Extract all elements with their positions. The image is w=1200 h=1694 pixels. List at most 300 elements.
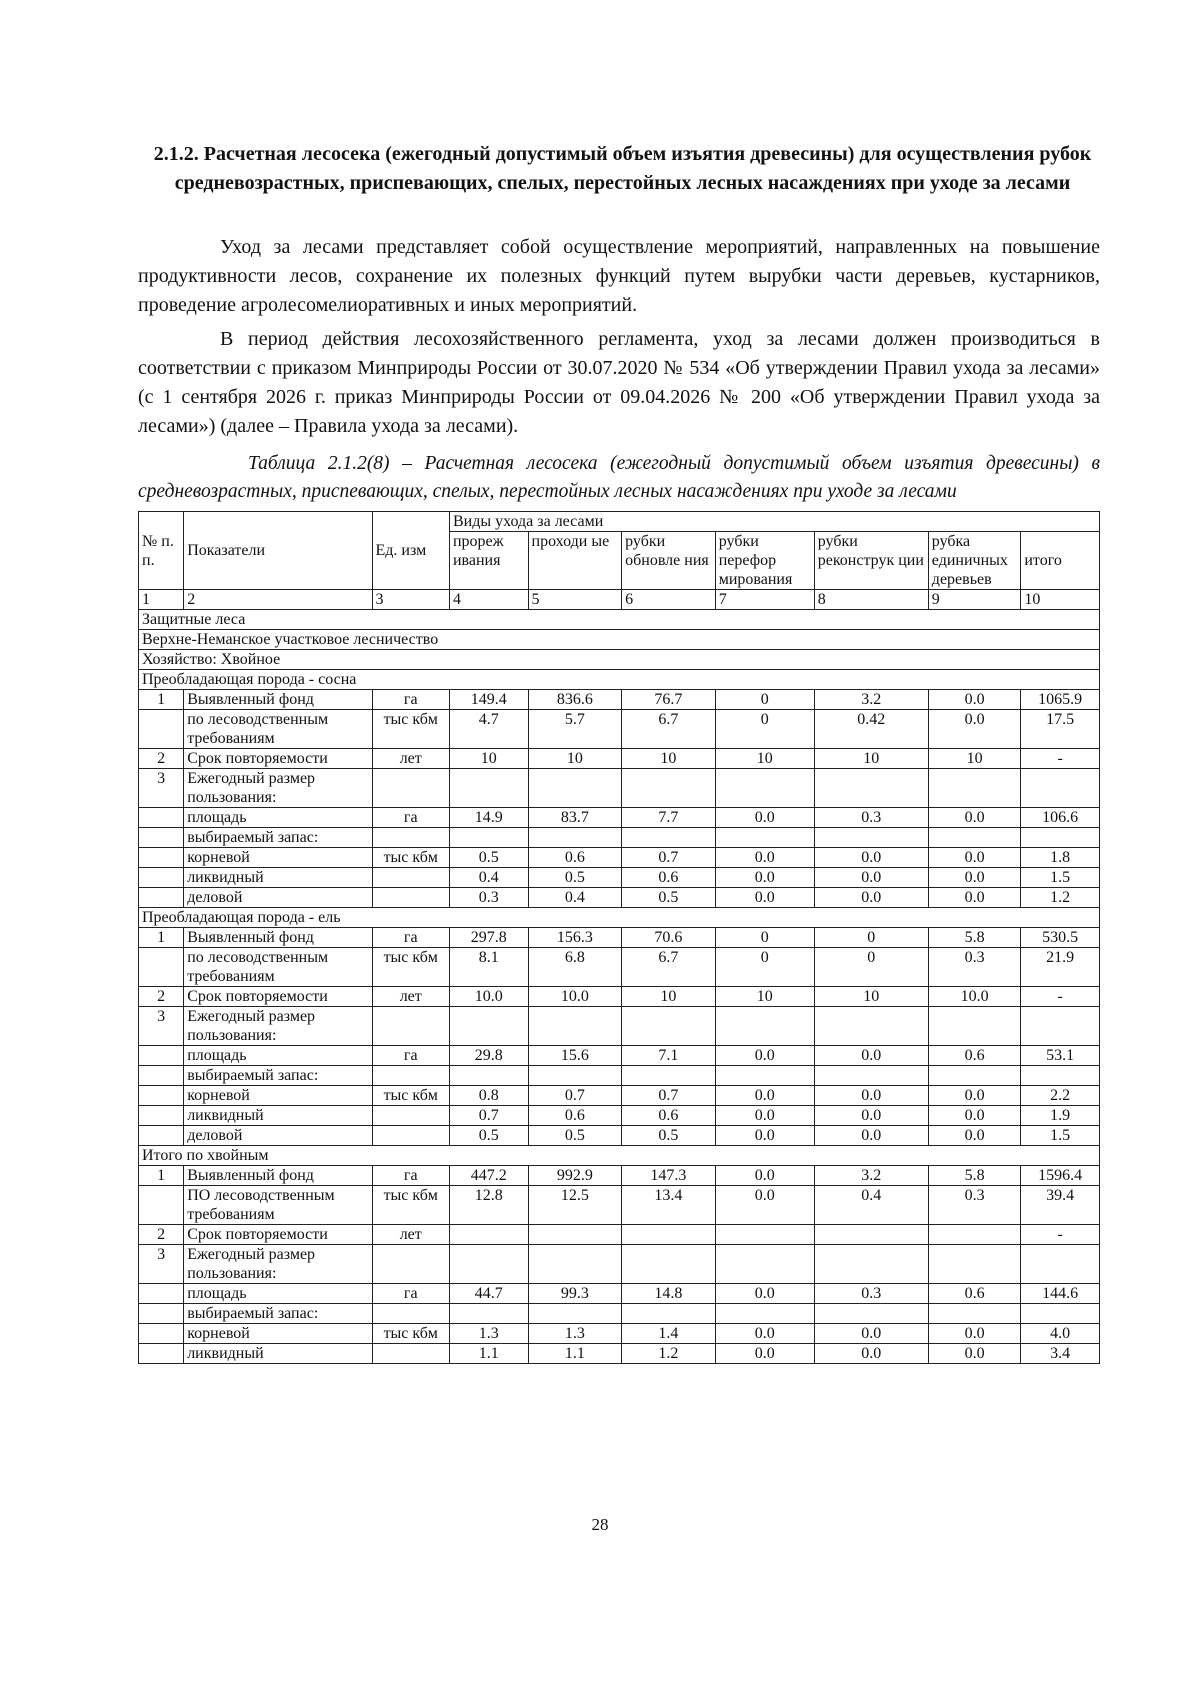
value-cell: 0.3	[449, 888, 528, 908]
value-cell: 0.6	[928, 1046, 1021, 1066]
row-unit	[372, 1106, 449, 1126]
row-number: 3	[139, 1245, 184, 1284]
row-number: 1	[139, 690, 184, 710]
row-number	[139, 1046, 184, 1066]
row-number	[139, 1126, 184, 1146]
value-cell: 0.0	[715, 808, 814, 828]
value-cell: 1.5	[1021, 1126, 1100, 1146]
table-body	[139, 610, 1100, 1364]
row-unit: га	[372, 1166, 449, 1186]
value-cell: 3.4	[1021, 1344, 1100, 1364]
row-number	[139, 948, 184, 987]
header-group: Виды ухода за лесами	[449, 512, 1099, 532]
value-cell: 0.0	[928, 1324, 1021, 1344]
table-row	[139, 1245, 1100, 1284]
table-section-row	[139, 670, 1100, 690]
value-cell: 99.3	[528, 1284, 622, 1304]
value-cell	[528, 1304, 622, 1324]
row-label: площадь	[184, 808, 372, 828]
value-cell	[928, 1066, 1021, 1086]
table-section-row	[139, 908, 1100, 928]
value-cell	[814, 1007, 928, 1046]
row-number	[139, 868, 184, 888]
value-cell	[715, 828, 814, 848]
table-column-numbers	[139, 590, 1100, 610]
value-cell: 147.3	[622, 1166, 716, 1186]
table-row	[139, 1066, 1100, 1086]
value-cell: 3.2	[814, 1166, 928, 1186]
value-cell: 0.0	[814, 848, 928, 868]
value-cell	[715, 1007, 814, 1046]
section-title: Преобладающая порода - ель	[139, 908, 1100, 928]
table-row	[139, 710, 1100, 749]
value-cell: 3.2	[814, 690, 928, 710]
value-cell	[814, 1304, 928, 1324]
table-row	[139, 749, 1100, 769]
value-cell	[928, 1007, 1021, 1046]
row-label: Срок повторяемости	[184, 1225, 372, 1245]
value-cell	[449, 769, 528, 808]
value-cell: 0.42	[814, 710, 928, 749]
table-row	[139, 868, 1100, 888]
value-cell: 0.0	[814, 1086, 928, 1106]
row-label: ПО лесоводственным требованиям	[184, 1186, 372, 1225]
colnum-cell: 7	[715, 590, 814, 610]
value-cell	[1021, 769, 1100, 808]
value-cell: 10	[622, 987, 716, 1007]
row-unit	[372, 1304, 449, 1324]
row-label: выбираемый запас:	[184, 828, 372, 848]
value-cell: 1.4	[622, 1324, 716, 1344]
value-cell: 5.8	[928, 1166, 1021, 1186]
value-cell: 1.3	[449, 1324, 528, 1344]
value-cell: 14.9	[449, 808, 528, 828]
table-row	[139, 1086, 1100, 1106]
value-cell: 0.0	[928, 1086, 1021, 1106]
value-cell	[1021, 1007, 1100, 1046]
value-cell	[715, 1304, 814, 1324]
value-cell: 144.6	[1021, 1284, 1100, 1304]
value-cell: 0.7	[528, 1086, 622, 1106]
table-row	[139, 1007, 1100, 1046]
row-label: корневой	[184, 1086, 372, 1106]
table-row	[139, 828, 1100, 848]
row-unit: лет	[372, 749, 449, 769]
row-label: ликвидный	[184, 1344, 372, 1364]
value-cell	[814, 1245, 928, 1284]
value-cell: 10	[715, 749, 814, 769]
value-cell: 0.0	[814, 1126, 928, 1146]
section-title: Преобладающая порода - сосна	[139, 670, 1100, 690]
value-cell: 1.5	[1021, 868, 1100, 888]
value-cell: 10	[814, 987, 928, 1007]
value-cell: 0.0	[928, 1106, 1021, 1126]
row-label: корневой	[184, 848, 372, 868]
value-cell: 6.7	[622, 948, 716, 987]
value-cell: 10	[715, 987, 814, 1007]
value-cell: 1.3	[528, 1324, 622, 1344]
value-cell: 0.0	[928, 710, 1021, 749]
header-unit: Ед. изм	[372, 512, 449, 590]
value-cell: 1.2	[622, 1344, 716, 1364]
value-cell	[528, 1007, 622, 1046]
value-cell: 12.5	[528, 1186, 622, 1225]
value-cell	[528, 769, 622, 808]
value-cell: 5.8	[928, 928, 1021, 948]
table-section-row	[139, 1146, 1100, 1166]
row-number	[139, 1186, 184, 1225]
row-unit: тыс кбм	[372, 948, 449, 987]
value-cell: 0.7	[622, 1086, 716, 1106]
value-cell: 53.1	[1021, 1046, 1100, 1066]
value-cell: 6.8	[528, 948, 622, 987]
value-cell: 7.1	[622, 1046, 716, 1066]
row-number: 2	[139, 749, 184, 769]
value-cell: 0.0	[715, 868, 814, 888]
table-row	[139, 1324, 1100, 1344]
table-row	[139, 987, 1100, 1007]
paragraph-1: Уход за лесами представляет собой осуществление мероприятий, направленных на повышение продуктивности лесов, сохранение их полезных функций путем вырубки части деревьев, кустарников, проведение агролесомелиоративных и иных мероприятий.	[138, 236, 1100, 316]
section-heading: 2.1.2. Расчетная лесосека (ежегодный допустимый объем изъятия древесины) для осуществления рубок средневозрастных, приспевающих, спелых, перестойных лесных насаждениях при уходе за лесами	[153, 143, 1092, 194]
row-label: площадь	[184, 1284, 372, 1304]
row-number: 3	[139, 769, 184, 808]
value-cell: 0.6	[928, 1284, 1021, 1304]
value-cell: 4.7	[449, 710, 528, 749]
row-number: 2	[139, 987, 184, 1007]
value-cell: 0.3	[814, 808, 928, 828]
row-label: выбираемый запас:	[184, 1066, 372, 1086]
value-cell: 530.5	[1021, 928, 1100, 948]
colnum-cell: 8	[814, 590, 928, 610]
value-cell	[1021, 1245, 1100, 1284]
value-cell: 0.8	[449, 1086, 528, 1106]
value-cell: 836.6	[528, 690, 622, 710]
value-cell: 0.0	[928, 690, 1021, 710]
value-cell: 0	[715, 690, 814, 710]
value-cell: 0.0	[814, 1324, 928, 1344]
value-cell	[622, 1245, 716, 1284]
colnum-cell: 10	[1021, 590, 1100, 610]
row-unit: тыс кбм	[372, 1324, 449, 1344]
value-cell: 0.0	[715, 1284, 814, 1304]
value-cell: 0.6	[622, 868, 716, 888]
value-cell: 1596.4	[1021, 1166, 1100, 1186]
value-cell	[528, 1225, 622, 1245]
value-cell: 8.1	[449, 948, 528, 987]
colnum-cell: 6	[622, 590, 716, 610]
row-unit: га	[372, 1284, 449, 1304]
value-cell: 2.2	[1021, 1086, 1100, 1106]
table-row	[139, 1046, 1100, 1066]
value-cell	[715, 1225, 814, 1245]
row-label: Выявленный фонд	[184, 928, 372, 948]
value-cell: 0.0	[928, 848, 1021, 868]
value-cell: 0.0	[715, 1166, 814, 1186]
value-cell: 0.0	[715, 1106, 814, 1126]
value-cell	[528, 828, 622, 848]
table-row	[139, 888, 1100, 908]
header-col10: итого	[1021, 532, 1100, 590]
value-cell	[622, 828, 716, 848]
row-number	[139, 1344, 184, 1364]
value-cell: 0.0	[715, 888, 814, 908]
row-number	[139, 888, 184, 908]
row-unit	[372, 1066, 449, 1086]
table-row	[139, 848, 1100, 868]
value-cell: -	[1021, 1225, 1100, 1245]
row-unit: тыс кбм	[372, 848, 449, 868]
value-cell	[814, 769, 928, 808]
value-cell	[1021, 1066, 1100, 1086]
table-row	[139, 769, 1100, 808]
row-number: 3	[139, 1007, 184, 1046]
value-cell: 297.8	[449, 928, 528, 948]
row-number	[139, 710, 184, 749]
value-cell: 0.5	[622, 888, 716, 908]
value-cell	[528, 1066, 622, 1086]
value-cell: 6.7	[622, 710, 716, 749]
table-header-row-1	[139, 512, 1100, 532]
table-row	[139, 690, 1100, 710]
colnum-cell: 1	[139, 590, 184, 610]
value-cell: 0.7	[449, 1106, 528, 1126]
value-cell	[814, 1225, 928, 1245]
value-cell	[449, 1066, 528, 1086]
row-number	[139, 1324, 184, 1344]
row-number	[139, 1106, 184, 1126]
row-unit: тыс кбм	[372, 1086, 449, 1106]
value-cell: 7.7	[622, 808, 716, 828]
value-cell: 0.0	[715, 1324, 814, 1344]
value-cell: 0.0	[928, 868, 1021, 888]
value-cell: -	[1021, 987, 1100, 1007]
value-cell	[715, 1066, 814, 1086]
value-cell: 44.7	[449, 1284, 528, 1304]
table-row	[139, 1126, 1100, 1146]
row-label: по лесоводственным требованиям	[184, 948, 372, 987]
value-cell: 15.6	[528, 1046, 622, 1066]
row-number	[139, 1304, 184, 1324]
value-cell: 0	[715, 948, 814, 987]
row-unit	[372, 828, 449, 848]
value-cell: 21.9	[1021, 948, 1100, 987]
colnum-cell: 4	[449, 590, 528, 610]
row-unit	[372, 888, 449, 908]
value-cell	[1021, 1304, 1100, 1324]
value-cell: 0.0	[814, 1046, 928, 1066]
value-cell: 0.0	[715, 1086, 814, 1106]
value-cell: 0.3	[928, 1186, 1021, 1225]
value-cell	[622, 1066, 716, 1086]
row-label: Ежегодный размер пользования:	[184, 1007, 372, 1046]
value-cell: 0.6	[528, 1106, 622, 1126]
value-cell: 0.5	[528, 868, 622, 888]
value-cell: 0.4	[528, 888, 622, 908]
section-title: Верхне-Неманское участковое лесничество	[139, 630, 1100, 650]
value-cell: 0.0	[928, 888, 1021, 908]
value-cell	[622, 1225, 716, 1245]
value-cell: 10	[814, 749, 928, 769]
section-title: Хозяйство: Хвойное	[139, 650, 1100, 670]
value-cell: 0	[814, 948, 928, 987]
row-number: 1	[139, 928, 184, 948]
value-cell	[622, 769, 716, 808]
value-cell	[814, 828, 928, 848]
value-cell: 0.0	[814, 1344, 928, 1364]
value-cell: 5.7	[528, 710, 622, 749]
section-title: Итого по хвойным	[139, 1146, 1100, 1166]
value-cell	[928, 1304, 1021, 1324]
value-cell	[928, 828, 1021, 848]
value-cell: 10	[928, 749, 1021, 769]
row-number	[139, 1284, 184, 1304]
value-cell: -	[1021, 749, 1100, 769]
row-unit: тыс кбм	[372, 1186, 449, 1225]
value-cell: 10.0	[449, 987, 528, 1007]
row-label: Срок повторяемости	[184, 749, 372, 769]
table-row	[139, 948, 1100, 987]
header-col8: рубки реконструк ции	[814, 532, 928, 590]
colnum-cell: 3	[372, 590, 449, 610]
row-unit	[372, 769, 449, 808]
table-row	[139, 1166, 1100, 1186]
value-cell: 447.2	[449, 1166, 528, 1186]
row-unit: тыс кбм	[372, 710, 449, 749]
row-label: Срок повторяемости	[184, 987, 372, 1007]
value-cell: 0.5	[449, 1126, 528, 1146]
value-cell	[528, 1245, 622, 1284]
table-caption: Таблица 2.1.2(8) – Расчетная лесосека (ежегодный допустимый объем изъятия древесины) в средневозрастных, приспевающих, спелых, перестойных лесных насаждениях при уходе за лесами	[138, 453, 1100, 502]
value-cell: 156.3	[528, 928, 622, 948]
value-cell: 0.7	[622, 848, 716, 868]
value-cell: 14.8	[622, 1284, 716, 1304]
row-label: деловой	[184, 1126, 372, 1146]
row-number: 1	[139, 1166, 184, 1186]
value-cell: 0.0	[715, 1186, 814, 1225]
value-cell: 0.3	[814, 1284, 928, 1304]
table-section-row	[139, 610, 1100, 630]
row-number	[139, 1066, 184, 1086]
header-col4: прореж ивания	[449, 532, 528, 590]
value-cell: 12.8	[449, 1186, 528, 1225]
header-col9: рубка единичных деревьев	[928, 532, 1021, 590]
value-cell	[622, 1304, 716, 1324]
value-cell: 149.4	[449, 690, 528, 710]
value-cell: 0.4	[814, 1186, 928, 1225]
value-cell: 0.0	[715, 1126, 814, 1146]
row-label: выбираемый запас:	[184, 1304, 372, 1324]
row-unit: лет	[372, 1225, 449, 1245]
value-cell: 1.9	[1021, 1106, 1100, 1126]
row-unit	[372, 868, 449, 888]
value-cell: 0.5	[622, 1126, 716, 1146]
value-cell: 0.3	[928, 948, 1021, 987]
value-cell	[449, 828, 528, 848]
value-cell	[814, 1066, 928, 1086]
value-cell: 10.0	[528, 987, 622, 1007]
value-cell: 0	[715, 710, 814, 749]
colnum-cell: 2	[184, 590, 372, 610]
row-label: площадь	[184, 1046, 372, 1066]
value-cell: 10	[528, 749, 622, 769]
value-cell: 106.6	[1021, 808, 1100, 828]
value-cell: 1065.9	[1021, 690, 1100, 710]
value-cell: 10.0	[928, 987, 1021, 1007]
row-unit: лет	[372, 987, 449, 1007]
header-col5: проходи ые	[528, 532, 622, 590]
value-cell: 0.0	[928, 1344, 1021, 1364]
table-row	[139, 1186, 1100, 1225]
value-cell: 0	[814, 928, 928, 948]
value-cell: 0.0	[715, 1344, 814, 1364]
row-label: деловой	[184, 888, 372, 908]
row-number	[139, 848, 184, 868]
value-cell	[449, 1245, 528, 1284]
value-cell	[622, 1007, 716, 1046]
value-cell	[449, 1007, 528, 1046]
value-cell: 70.6	[622, 928, 716, 948]
header-indicators: Показатели	[184, 512, 372, 590]
row-label: Выявленный фонд	[184, 690, 372, 710]
colnum-cell: 9	[928, 590, 1021, 610]
value-cell: 13.4	[622, 1186, 716, 1225]
header-col6: рубки обновле ния	[622, 532, 716, 590]
row-label: Ежегодный размер пользования:	[184, 1245, 372, 1284]
value-cell	[449, 1304, 528, 1324]
value-cell: 0.0	[814, 1106, 928, 1126]
value-cell	[1021, 828, 1100, 848]
page-number: 28	[591, 1515, 609, 1534]
value-cell: 0.5	[528, 1126, 622, 1146]
value-cell: 0.6	[622, 1106, 716, 1126]
value-cell: 29.8	[449, 1046, 528, 1066]
section-title: Защитные леса	[139, 610, 1100, 630]
logging-table	[138, 511, 1100, 1364]
value-cell: 1.1	[528, 1344, 622, 1364]
table-row	[139, 1106, 1100, 1126]
value-cell	[928, 1225, 1021, 1245]
value-cell: 0.0	[814, 868, 928, 888]
row-label: Ежегодный размер пользования:	[184, 769, 372, 808]
paragraph-2: В период действия лесохозяйственного регламента, уход за лесами должен производиться в соответствии с приказом Минприроды России от 30.07.2020 № 534 «Об утверждении Правил ухода за лесами» (с 1 сентября 2026 г. приказ Минприроды России от 09.04.2026 № 200 «Об утверждении Правил ухода за лесами») (далее – Правила ухода за лесами).	[138, 328, 1100, 437]
row-unit	[372, 1344, 449, 1364]
header-col7: рубки перефор мирования	[715, 532, 814, 590]
row-label: по лесоводственным требованиям	[184, 710, 372, 749]
value-cell: 0	[715, 928, 814, 948]
row-label: Выявленный фонд	[184, 1166, 372, 1186]
value-cell: 10	[622, 749, 716, 769]
row-label: ликвидный	[184, 868, 372, 888]
value-cell	[715, 769, 814, 808]
value-cell: 10	[449, 749, 528, 769]
value-cell: 76.7	[622, 690, 716, 710]
row-unit: га	[372, 808, 449, 828]
row-unit	[372, 1007, 449, 1046]
value-cell: 17.5	[1021, 710, 1100, 749]
row-unit	[372, 1126, 449, 1146]
value-cell: 1.1	[449, 1344, 528, 1364]
value-cell: 83.7	[528, 808, 622, 828]
header-num: № п. п.	[139, 512, 184, 590]
row-number	[139, 1086, 184, 1106]
value-cell	[928, 1245, 1021, 1284]
value-cell: 39.4	[1021, 1186, 1100, 1225]
row-number	[139, 808, 184, 828]
row-unit: га	[372, 928, 449, 948]
row-number	[139, 828, 184, 848]
value-cell	[928, 769, 1021, 808]
value-cell	[449, 1225, 528, 1245]
